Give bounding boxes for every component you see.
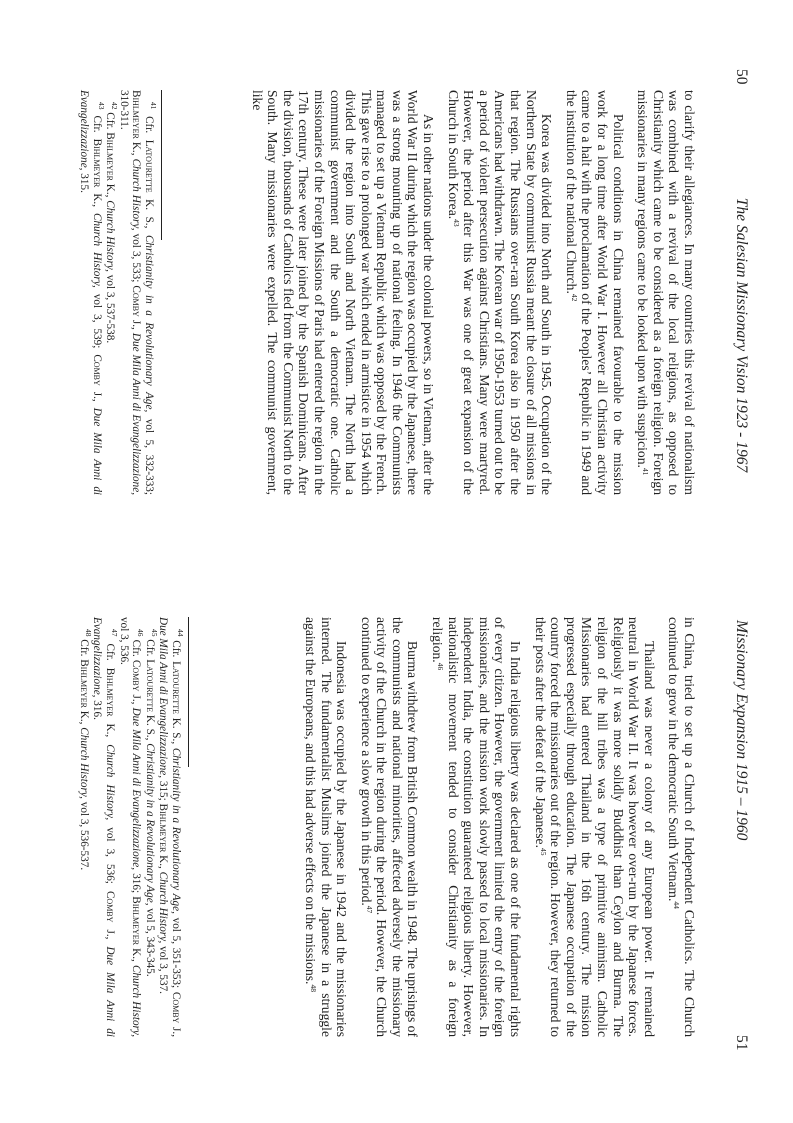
footnote: $^{45}$ Cfr. Latourette K. S., Christianity in a Revolutionary Age, vol 5, 343-345.	[143, 629, 159, 977]
footnote: $^{46}$ Cfr. Comby J., Due Mila Anni di Evangelizzazione, 316; Bihlmeyer K., Church History, vol 3, 536.	[117, 617, 146, 1038]
footnote-ref: 46	[436, 662, 446, 671]
footnote: $^{42}$ Cfr. Bihlmeyer K., Church History, vol 3, 537-538.	[104, 102, 120, 344]
footnote: $^{43}$ Cfr. Bihlmeyer K., Church History, vol 3, 539; Comby J., Due Mila Anni di Evangelizzazione, 315.	[78, 90, 106, 496]
paragraph: In India religious liberty was declared as one of the fundamental rights of every citizen. However, the government limited the entry of the foreign missionaries, and the mission work slowly passed to local missionaries. In independent India, the constitution guaranteed religious liberty. However, nationalistic movement tended to consider Christianity as a foreign religion.$^{46}$	[430, 617, 524, 1037]
footnote: $^{47}$ Cfr. Bihlmeyer K., Church History, vol 3, 536; Comby J., Due Mila Anni di Evangelizzazione, 316.	[91, 617, 120, 1038]
paragraph: Korea was divided into North and South in 1945. Occupation of the Northern State by communist Russia meant the closure of all missions in that region. The Russians over-ran South Korea also in 1950 after the Americans had withdrawn. The Korean war of 1950-1953 turned out to be a period of violent persecution against Christians. Many were martyred. However, the period after this War was one of great expansion of the Church in South Korea.$^{43}$	[445, 90, 555, 495]
right-page	[0, 562, 793, 1123]
footnote-ref: 44	[672, 901, 682, 909]
footnote-ref: 42	[569, 293, 579, 302]
footnotes	[76, 617, 189, 1037]
page-number: 50	[733, 69, 750, 85]
footnote: $^{44}$ Cfr. Latourette K. S., Christianity in a Revolutionary Age, vol 5, 351-353; Comby J., Due Mila Anni di Evangelizzazione, 315; Bihlmeyer K., Church History, vol 3, 537.	[157, 617, 185, 1038]
paragraph: As in other nations under the colonial powers, so in Vietnam, after the World War II during which the region was occupied by the Japanese, there was a strong mounting up of national feeling. In 1946 the Communists managed to set up a Vietnam Republic which was opposed by the French. This gave rise to a prolonged war which ended in armistice in 1954 which divided the region into South and North Vietnam. The North had a communist government and the South a democratic one. Catholic missionaries of the Foreign Missions of Paris had entered the region in the 17th century. These were later joined by the Spanish Dominicans. After the division, thousands of Catholics fled from the Communist North to the South. Many missionaries were expelled. The communist government, like	[249, 90, 437, 495]
footnote: $^{48}$ Cfr. Bihlmeyer K., Church History, vol 3, 536-537.	[77, 629, 93, 871]
paragraph: Thailand was never a colony of any European power. It remained neutral in World War II. It was however over-run by the Japanese forces. Religiously it was more solidly Buddhist than Ceylon and Burma. The religion of the hill tribes was a type of primitive animism. Catholic Missionaries had entered Thailand in the 16th century. The mission progressed especially through education. The Japanese occupation of the country forced the missionaries out of the region. However, they returned to their posts after the defeat of the Japanese.$^{45}$	[532, 617, 657, 1037]
footnote-rule	[188, 617, 189, 767]
paragraph: Political conditions in China remained favourable to the mission work for a long time after World War I. However all Christian activity came to a halt with the proclamation of the Peoples’ Republic in 1949 and the institution of the national Church.$^{42}$	[563, 90, 626, 495]
body-text	[293, 617, 697, 1037]
paragraph: to clarify their allegiances. In many countries this revival of nationalism was combined with a revival of the local religions, as opposed to Christianity which came to be considered as a foreign religion. Foreign missionaries in many regions came to be looked upon with suspicion.$^{41}$	[635, 90, 697, 495]
paragraph: in China, tried to set up a Church of Independent Catholics. The Church continued to grow in the democratic South Vietnam.$^{44}$	[666, 617, 697, 1037]
footnote-ref: 47	[364, 905, 374, 914]
footnote-rule	[161, 90, 162, 240]
footnotes	[76, 90, 162, 495]
paragraph: Burma withdrew from British Common wealth in 1948. The uprisings of the communists and national minorities, affected adversely the missionary activity of the Church in the region during the period. However, the Church continued to experience a slow growth in this period.$^{47}$	[358, 617, 421, 1037]
running-head: Missionary Expansion 1915 – 1960	[733, 620, 750, 841]
footnote-ref: 45	[538, 848, 548, 856]
footnote-ref: 48	[308, 984, 318, 992]
footnote-ref: 43	[451, 219, 461, 227]
body-text	[240, 90, 697, 495]
page-number: 51	[733, 1035, 750, 1051]
footnote-ref: 41	[641, 467, 651, 476]
left-page	[0, 0, 793, 561]
paragraph: Indonesia was occupied by the Japanese in 1942 and the missionaries interned. The fundamentalist Muslims joined the Japanese in a struggle against the Europeans, and this had adverse effects on the missions.$^{48}$	[302, 617, 350, 1037]
footnote: $^{41}$ Cfr. Latourette K. S., Christianity in a Revolutionary Age, vol 5, 332-333; Bihlmeyer K., Church History, vol 3, 533; Comby J., Due Mila Anni di Evangelizzazione, 310-311.	[117, 90, 158, 496]
running-head: The Salesian Missionary Vision 1923 - 1967	[733, 197, 750, 473]
